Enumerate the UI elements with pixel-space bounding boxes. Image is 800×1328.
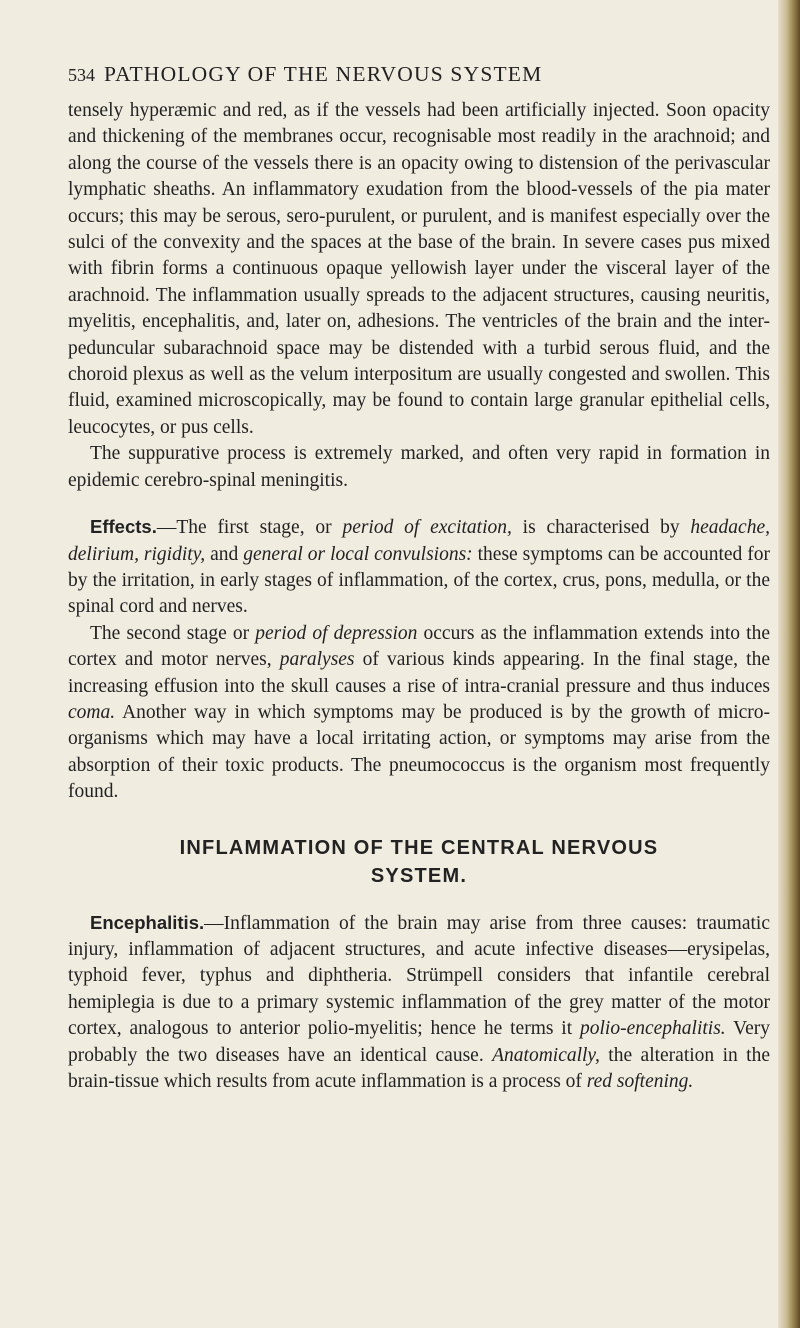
paragraph-second-stage <box>68 621 770 806</box>
second-stage-text-4: Another way in which symptoms may be produced is by the growth of micro-organisms which may have a local irritating action, or symptoms may arise from the absorption of their toxic products. The pneumococcus is the organism most frequently found. <box>68 701 770 803</box>
spacer <box>68 494 770 514</box>
effects-italic-2: headache, delirium, rigidity, <box>68 517 770 565</box>
section-heading-line-2: SYSTEM. <box>370 864 468 887</box>
second-stage-italic-1: period of depression <box>255 622 418 644</box>
spacer <box>68 890 770 910</box>
encephalitis-run-in-heading: Encephalitis. <box>90 911 205 933</box>
paragraph-encephalitis <box>68 910 770 1096</box>
effects-text-3: and <box>205 543 244 565</box>
second-stage-italic-3: coma. <box>68 701 116 723</box>
effects-text-4: these symptoms can be accounted for by the irritation, in early stages of inflammation, of the cortex, crus, pons, medulla, or the spinal cord and nerves. <box>68 543 770 618</box>
effects-text-2: is characterised by <box>511 517 691 539</box>
paragraph-effects <box>68 514 770 621</box>
encephalitis-text-1: —Inflammation of the brain may arise from three causes: traumatic injury, inflammation of adjacent structures, and acute infective diseases—erysipelas, typhoid fever, typhus and diphtheria. Strümpell considers that infantile cerebral hemiplegia is due to a primary systemic inflammation of the grey matter of the motor cortex, analogous to anterior polio-myelitis; hence he terms it <box>68 912 770 1040</box>
second-stage-text-3: of various kinds appearing. In the final stage, the increasing effusion into the skull causes a rise of intra-cranial pressure and thus induces <box>68 649 770 697</box>
page-number: 534 <box>68 65 95 85</box>
spacer <box>68 806 770 834</box>
effects-run-in-heading: Effects. <box>90 516 157 538</box>
second-stage-text-2: occurs as the inflammation extends into the cortex and motor nerves, <box>68 622 771 671</box>
encephalitis-italic-1: polio-encephalitis. <box>580 1018 726 1040</box>
running-title: PATHOLOGY OF THE NERVOUS SYSTEM <box>104 62 543 86</box>
encephalitis-italic-2: Anatomically, <box>492 1044 600 1066</box>
effects-italic-3: general or local convulsions: <box>243 543 473 565</box>
paragraph-suppurative-process: The suppurative process is extremely marked, and often very rapid in formation in epidemic cerebro-spinal meningitis. <box>68 443 770 491</box>
effects-text-1: —The first stage, or <box>156 517 343 539</box>
encephalitis-italic-3: red softening. <box>586 1071 694 1092</box>
second-stage-italic-2: paralyses <box>279 649 355 671</box>
effects-italic-1: period of excitation, <box>342 517 512 539</box>
section-heading-line-1: INFLAMMATION OF THE CENTRAL NERVOUS <box>179 836 659 859</box>
paragraph-meningeal-inflammation: tensely hyperæmic and red, as if the vessels had been artificially injected. Soon opacity and thickening of the membranes occur, recognisable most readily in the arachnoid; and along the course of the vessels there is an opacity owing to distension of the perivascular lymphatic sheaths. An inflammatory exudation from the blood-vessels of the pia mater occurs; this may be serous, sero-purulent, or purulent, and is manifest especially over the sulci of the convexity and the spaces at the base of the brain. In severe cases pus mixed with fibrin forms a continuous opaque yellowish layer under the visceral layer of the arachnoid. The inflammation usually spreads to the adjacent structures, causing neuritis, myelitis, encephalitis, and, later on, adhesions. The ventricles of the brain and the inter-peduncular subarachnoid space may be distended with a turbid serous fluid, and the choroid plexus as well as the velum interpositum are usually congested and swollen. This fluid, examined microscopically, may be found to contain large granular epithelial cells, leucocytes, or pus cells. <box>68 100 770 438</box>
page-header <box>68 62 770 98</box>
book-page <box>68 62 770 1095</box>
second-stage-text-1: The second stage or <box>90 622 256 644</box>
page-edge-shadow <box>778 0 800 1328</box>
encephalitis-text-2: Very probably the two diseases have an identical cause. <box>68 1018 771 1066</box>
encephalitis-text-3: the alteration in the brain-tissue which results from acute inflammation is a process of <box>68 1044 770 1092</box>
